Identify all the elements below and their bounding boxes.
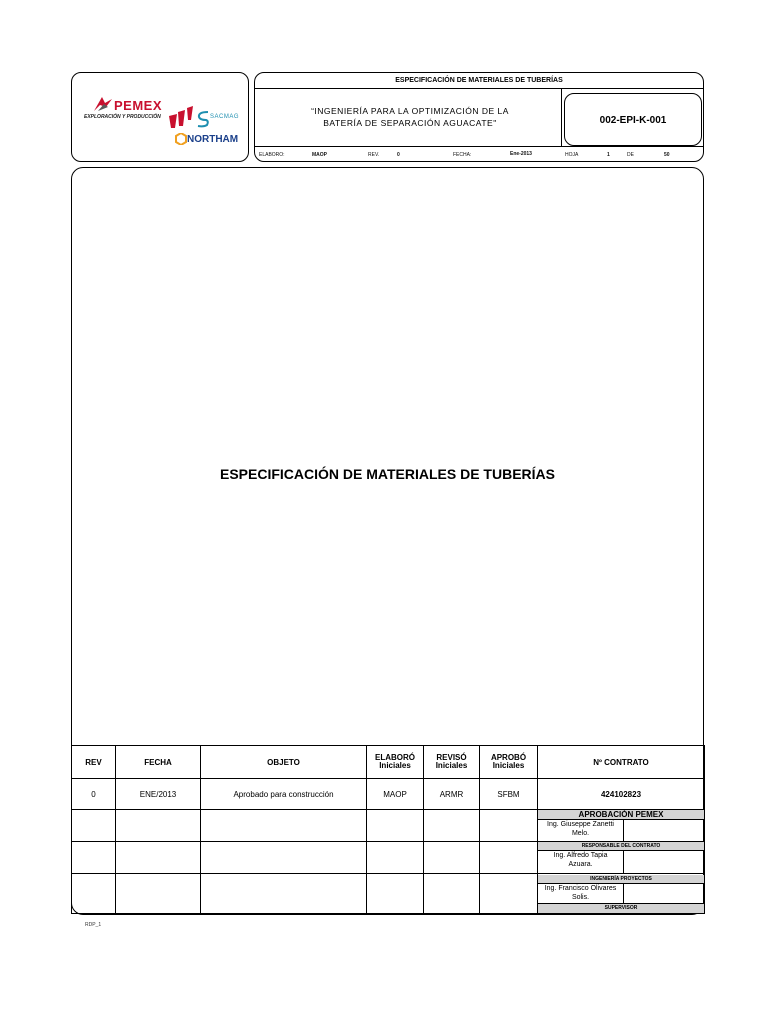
empty-cell [424,842,480,874]
empty-cell [201,842,367,874]
sacmag-logo-text: SACMAG [210,114,240,120]
project-name-line2: BATERÍA DE SEPARACIÓN AGUACATE" [323,118,497,128]
header-objeto: OBJETO [201,746,367,779]
header-vertical-divider [561,88,562,146]
empty-cell [424,810,480,842]
header-contrato: Nº CONTRATO [538,746,705,779]
empty-cell [201,874,367,914]
sacmag-logo-icon [196,110,210,128]
header-title: ESPECIFICACIÓN DE MATERIALES DE TUBERÍAS [255,73,703,89]
empty-cell [424,874,480,914]
row-objeto: Aprobado para construcción [201,779,367,810]
approval-block-3 [538,874,705,914]
hoja-value: 1 [607,152,610,158]
doc-code-box [564,93,702,146]
empty-cell [116,842,201,874]
pemex-subtitle: EXPLORACIÓN Y PRODUCCIÓN [84,114,161,120]
approval-block-1 [538,810,705,842]
signature-slot-1 [624,820,704,841]
row-reviso: ARMR [424,779,480,810]
empty-cell [480,842,538,874]
rev-value: 0 [397,152,400,158]
empty-cell [480,810,538,842]
empty-cell [367,810,424,842]
empty-cell [367,842,424,874]
empty-cell [72,874,116,914]
empty-cell [116,810,201,842]
signature-slot-2 [624,851,704,873]
role-supervisor: SUPERVISOR [538,904,704,913]
header-fecha: FECHA [116,746,201,779]
project-name-line1: “INGENIERÍA PARA LA OPTIMIZACIÓN DE LA [311,106,509,116]
row-fecha: ENE/2013 [116,779,201,810]
northam-logo-icon [175,133,187,145]
row-aprobo: SFBM [480,779,538,810]
signature-slot-3 [624,884,704,903]
ipi-logo-icon [167,106,195,130]
fecha-value: Ene-2013 [510,151,532,157]
logo-panel [71,72,249,162]
empty-cell [201,810,367,842]
northam-logo-text: NORTHAM [187,134,239,145]
role-responsable: RESPONSABLE DEL CONTRATO [538,842,704,851]
project-name [285,105,535,129]
approver-name-2: Ing. Alfredo Tapia Azuara. [538,851,624,873]
elaboro-label: ELABORO: [259,152,285,158]
empty-cell [72,810,116,842]
header-reviso: REVISÓ Iniciales [424,746,480,779]
role-ingenieria: INGENIERÍA PROYECTOS [538,875,704,884]
fecha-label: FECHA: [453,152,472,158]
revision-table [71,745,705,914]
approval-heading: APROBACIÓN PEMEX [538,810,704,820]
empty-cell [72,842,116,874]
elaboro-value: MAOP [312,152,327,158]
approver-name-1: Ing. Giuseppe Zanetti Melo. [538,820,624,841]
document-title: ESPECIFICACIÓN DE MATERIALES DE TUBERÍAS [220,466,555,482]
header-aprobo: APROBÓ Iniciales [480,746,538,779]
approval-block-2 [538,842,705,874]
pemex-eagle-icon [92,95,114,113]
empty-cell [116,874,201,914]
de-value: 50 [664,152,670,158]
header-rev: REV [72,746,116,779]
doc-code: 002-EPI-K-001 [599,115,667,126]
header-divider [254,146,704,147]
empty-cell [480,874,538,914]
footer-code: RDP_1 [85,922,102,928]
hoja-label: HOJA [565,152,579,158]
empty-cell [367,874,424,914]
de-label: DE [627,152,634,158]
row-contrato: 424102823 [538,779,705,810]
row-rev: 0 [72,779,116,810]
header-elaboro: ELABORÓ Iniciales [367,746,424,779]
rev-label: REV. [368,152,380,158]
pemex-logo-text: PEMEX [114,98,163,113]
approver-name-3: Ing. Francisco Olivares Solis. [538,884,624,903]
row-elaboro: MAOP [367,779,424,810]
